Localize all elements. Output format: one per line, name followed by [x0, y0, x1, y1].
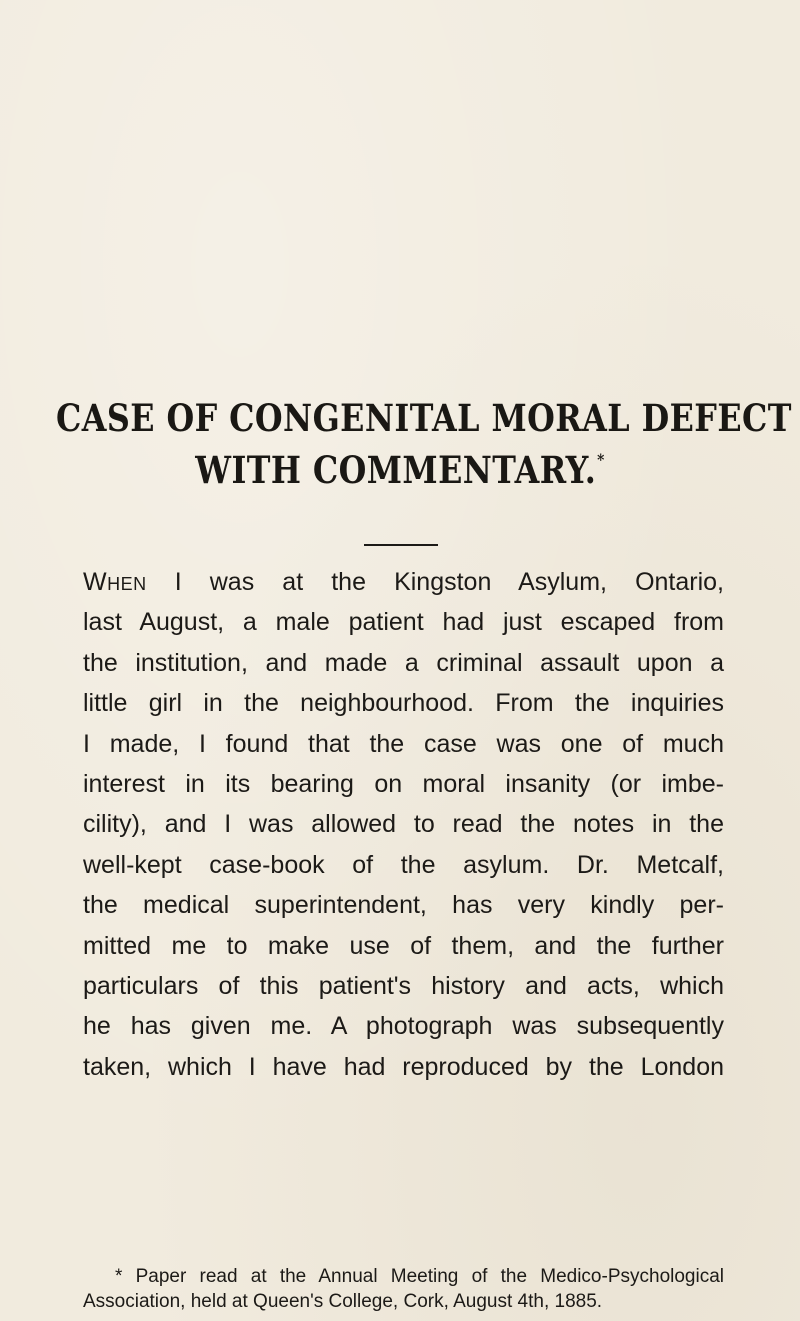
body-line: I made, I found that the case was one of much — [83, 729, 724, 758]
footnote-line-1: * Paper read at the Annual Meeting of the Medico-Psychological — [115, 1266, 724, 1287]
body-line: he has given me. A photograph was subsequently — [83, 1012, 724, 1041]
body-line: mitted me to make use of them, and the further — [83, 931, 724, 960]
title-text-1: CASE OF CONGENITAL MORAL DEFECT — [56, 396, 792, 440]
body-line — [83, 562, 724, 602]
title-line-1 — [56, 396, 792, 440]
body-paragraph — [83, 562, 724, 1087]
body-line: well-kept case-book of the asylum. Dr. Metcalf, — [83, 850, 724, 879]
body-line: interest in its bearing on moral insanity (or imbe- — [83, 769, 724, 798]
title-text-2: WITH COMMENTARY. — [195, 448, 597, 492]
body-line: taken, which I have had reproduced by the London — [83, 1052, 724, 1081]
title-line-2 — [56, 448, 744, 492]
footnote-marker: * — [597, 450, 605, 469]
body-line: little girl in the neighbourhood. From the inquiries — [83, 689, 724, 718]
footnote — [83, 1264, 724, 1314]
body-line: cility), and I was allowed to read the notes in the — [83, 810, 724, 839]
body-line: the medical superintendent, has very kindly per- — [83, 891, 724, 920]
title-divider — [364, 544, 438, 546]
body-line: last August, a male patient had just escaped from — [83, 608, 724, 637]
body-line: the institution, and made a criminal assault upon a — [83, 648, 724, 677]
footnote-line-2: Association, held at Queen's College, Cork, August 4th, 1885. — [83, 1291, 603, 1312]
body-line-text: I was at the Kingston Asylum, Ontario, — [146, 568, 724, 596]
lead-word: When — [83, 568, 147, 596]
body-line: particulars of this patient's history and acts, which — [83, 971, 724, 1000]
